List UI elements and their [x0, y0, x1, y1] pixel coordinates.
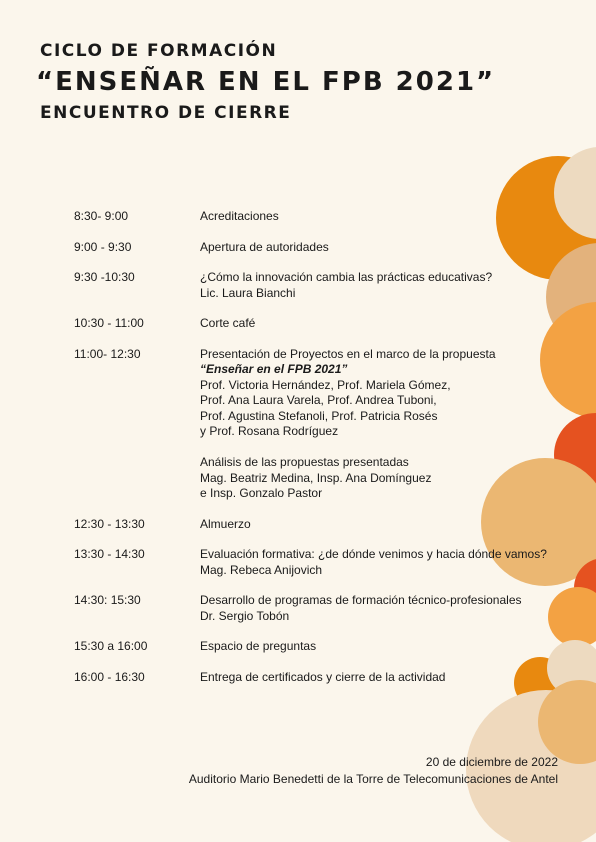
schedule-description	[200, 347, 564, 502]
schedule-line: Entrega de certificados y cierre de la actividad	[200, 669, 446, 684]
schedule-row	[74, 347, 564, 502]
schedule-row	[74, 316, 564, 332]
schedule-row	[74, 593, 564, 624]
schedule-line: Desarrollo de programas de formación técnico-profesionales	[200, 593, 522, 607]
schedule-description	[200, 547, 564, 578]
speaker-name: Mag. Rebeca Anijovich	[200, 562, 323, 577]
schedule-row	[74, 547, 564, 578]
schedule-row	[74, 209, 564, 225]
schedule-description	[200, 639, 564, 655]
schedule-row	[74, 240, 564, 256]
event-venue: Auditorio Mario Benedetti de la Torre de Telecomunicaciones de Antel	[188, 772, 558, 786]
schedule-description	[200, 209, 564, 225]
schedule-line: ¿Cómo la innovación cambia las prácticas educativas?	[200, 270, 493, 284]
schedule-description	[200, 270, 564, 301]
speaker-name: Prof. Ana Laura Varela, Prof. Andrea Tuboni,	[200, 393, 437, 407]
schedule-line: Espacio de preguntas	[200, 639, 317, 653]
schedule-time: 10:30 - 11:00	[74, 316, 144, 330]
speaker-name: Dr. Sergio Tobón	[200, 608, 290, 623]
schedule-line: Acreditaciones	[200, 209, 279, 223]
program-name	[200, 362, 564, 378]
schedule-row	[74, 517, 564, 533]
schedule-line: Corte café	[200, 316, 256, 330]
schedule-time: 12:30 - 13:30	[74, 516, 145, 531]
cycle-title: CICLO DE FORMACIÓN	[40, 41, 278, 61]
schedule-time: 14:30: 15:30	[74, 593, 141, 607]
schedule-description	[200, 670, 564, 686]
speaker-name: e Insp. Gonzalo Pastor	[200, 486, 323, 500]
schedule-time: 8:30- 9:00	[74, 209, 129, 223]
schedule-row	[74, 270, 564, 301]
schedule-row	[74, 639, 564, 655]
schedule-time: 15:30 a 16:00	[74, 639, 148, 653]
program-name-text: “Enseñar en el FPB 2021”	[200, 362, 348, 376]
event-subtitle: ENCUENTRO DE CIERRE	[40, 103, 292, 123]
speaker-name: Prof. Agustina Stefanoli, Prof. Patricia Rosés	[200, 408, 438, 423]
footer	[189, 754, 558, 788]
schedule-time: 16:00 - 16:30	[74, 669, 145, 684]
speaker-name: Mag. Beatriz Medina, Insp. Ana Domínguez	[200, 470, 432, 485]
speaker-name: Lic. Laura Bianchi	[200, 285, 296, 300]
schedule	[74, 209, 564, 685]
speaker-name: y Prof. Rosana Rodríguez	[200, 424, 339, 438]
speaker-name: Prof. Victoria Hernández, Prof. Mariela Gómez,	[200, 377, 451, 392]
schedule-description	[200, 240, 564, 256]
schedule-line: Apertura de autoridades	[200, 239, 329, 254]
schedule-time: 9:00 - 9:30	[74, 239, 132, 254]
header	[36, 40, 496, 124]
schedule-description	[200, 593, 564, 624]
schedule-line: Análisis de las propuestas presentadas	[200, 455, 409, 469]
schedule-time: 11:00- 12:30	[74, 346, 141, 361]
schedule-row	[74, 670, 564, 686]
schedule-line: Almuerzo	[200, 516, 251, 531]
schedule-line: Evaluación formativa: ¿de dónde venimos y hacia dónde vamos?	[200, 547, 547, 561]
event-date: 20 de diciembre de 2022	[425, 755, 558, 769]
schedule-time: 13:30 - 14:30	[74, 547, 145, 561]
schedule-time: 9:30 -10:30	[74, 270, 135, 284]
spacer-line	[200, 440, 564, 456]
schedule-line: Presentación de Proyectos en el marco de la propuesta	[200, 346, 496, 361]
schedule-description	[200, 517, 564, 533]
event-title: “ENSEÑAR EN EL FPB 2021”	[36, 67, 496, 97]
schedule-description	[200, 316, 564, 332]
